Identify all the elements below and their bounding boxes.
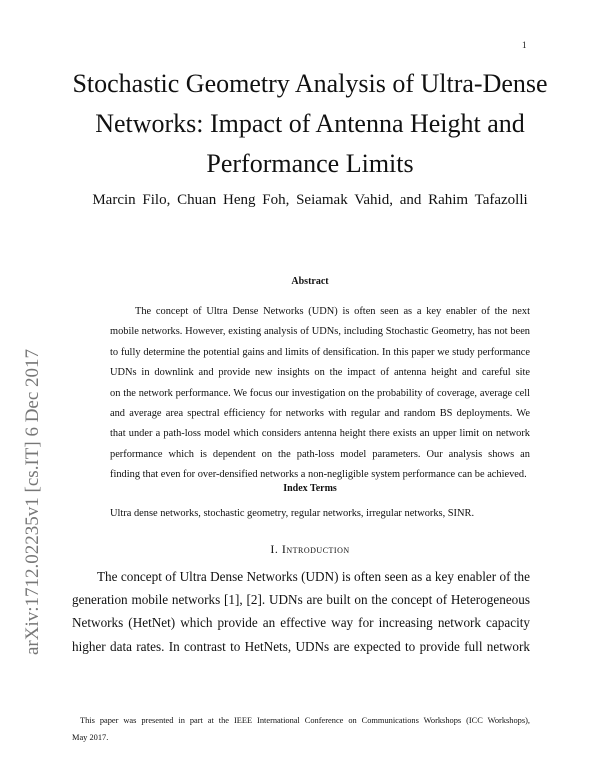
abstract-heading: Abstract xyxy=(291,276,329,287)
intro-line: The concept of Ultra Dense Networks (UDN) is often seen as a key enabler of the xyxy=(97,569,530,584)
abstract-line: that under a path-loss model which considers antenna height there exists an upper limit on network xyxy=(110,428,530,440)
abstract-line: The concept of Ultra Dense Networks (UDN) is often seen as a key enabler of the next xyxy=(135,306,530,317)
introduction-body xyxy=(72,565,530,658)
footnote-line: May 2017. xyxy=(72,733,109,742)
index-terms-heading: Index Terms xyxy=(283,483,337,494)
section-heading-introduction xyxy=(40,542,580,557)
abstract-line: and average area spectral efficiency for networks with regular and random BS deployments. We xyxy=(110,407,530,419)
footnote xyxy=(72,712,530,746)
intro-line: generation mobile networks [1], [2]. UDNs are built on the concept of Heterogeneous xyxy=(72,592,530,608)
abstract-line: mobile networks. However, existing analysis of UDNs, including Stochastic Geometry, has not been xyxy=(110,326,530,338)
abstract-body xyxy=(110,302,530,486)
abstract-line: to fully determine the potential gains and limits of densification. In this paper we study performance xyxy=(110,346,530,358)
title-line: Stochastic Geometry Analysis of Ultra-Dense xyxy=(72,69,548,98)
footnote-line: This paper was presented in part at the IEEE International Conference on Communications Workshops (ICC Workshops), xyxy=(80,716,530,725)
section-number: I. xyxy=(270,542,282,556)
abstract-line: on the network performance. We focus our investigation on the probability of coverage, average cell xyxy=(110,387,530,399)
section-title: Introduction xyxy=(281,542,350,556)
intro-line: higher data rates. In contrast to HetNets, UDNs are expected to provide full network xyxy=(72,638,530,654)
intro-line: Networks (HetNet) which provide an effective way for increasing network capacity xyxy=(72,615,530,631)
arxiv-stamp: arXiv:1712.02235v1 [cs.IT] 6 Dec 2017 xyxy=(22,348,43,655)
abstract-line: UDNs in downlink and provide new insights on the impact of antenna height and careful site xyxy=(110,367,530,379)
abstract-line: finding that even for over-densified networks a non-negligible system performance can be achieved. xyxy=(110,469,527,481)
page-number: 1 xyxy=(522,40,527,50)
title-line: Networks: Impact of Antenna Height and xyxy=(95,109,525,138)
index-terms-text: Ultra dense networks, stochastic geometry, regular networks, irregular networks, SINR. xyxy=(110,508,475,519)
authors: Marcin Filo, Chuan Heng Foh, Seiamak Vahid, and Rahim Tafazolli xyxy=(92,192,528,208)
title-line: Performance Limits xyxy=(206,149,414,178)
paper-title xyxy=(40,64,580,184)
abstract-line: performance which is dependent on the path-loss model parameters. Our analysis shows an xyxy=(110,448,530,460)
